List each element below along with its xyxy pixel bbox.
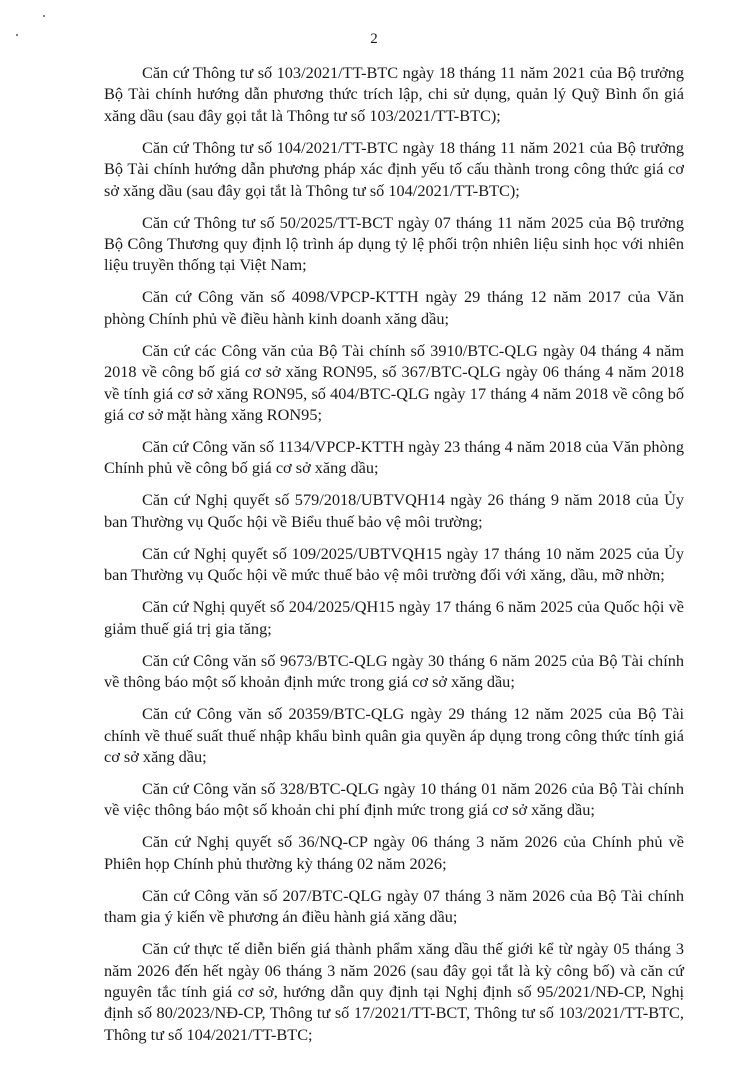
document-body <box>104 62 684 1056</box>
legal-basis-paragraph: Căn cứ Nghị quyết số 204/2025/QH15 ngày 17 tháng 6 năm 2025 của Quốc hội về giảm thuế giá trị gia tăng; <box>104 597 684 638</box>
legal-basis-paragraph: Căn cứ Thông tư số 103/2021/TT-BTC ngày 18 tháng 11 năm 2021 của Bộ trưởng Bộ Tài chính hướng dẫn phương thức trích lập, chi sử dụng, quản lý Quỹ Bình ổn giá xăng dầu (sau đây gọi tắt là Thông tư số 103/2021/TT-BTC); <box>104 63 684 125</box>
legal-basis-paragraph: Căn cứ Công văn số 207/BTC-QLG ngày 07 tháng 3 năm 2026 của Bộ Tài chính tham gia ý kiến về phương án điều hành giá xăng dầu; <box>104 885 684 927</box>
scan-speck <box>43 15 45 17</box>
legal-basis-paragraph: Căn cứ Thông tư số 104/2021/TT-BTC ngày 18 tháng 11 năm 2021 của Bộ trưởng Bộ Tài chính hướng dẫn phương pháp xác định yếu tố cấu thành trong công thức giá cơ sở xăng dầu (sau đây gọi tắt là Thông tư số 104/2021/TT-BTC); <box>104 137 684 200</box>
page-number: 2 <box>370 31 378 47</box>
legal-basis-paragraph: Căn cứ Công văn số 9673/BTC-QLG ngày 30 tháng 6 năm 2025 của Bộ Tài chính về thông báo một số khoản định mức trong giá cơ sở xăng dầu; <box>104 650 684 692</box>
legal-basis-paragraph: Căn cứ Công văn số 328/BTC-QLG ngày 10 tháng 01 năm 2026 của Bộ Tài chính về việc thông báo một số khoản chi phí định mức trong giá cơ sở xăng dầu; <box>104 778 684 820</box>
legal-basis-paragraph: Căn cứ Nghị quyết số 36/NQ-CP ngày 06 tháng 3 năm 2026 của Chính phủ về Phiên họp Chính phủ thường kỳ tháng 02 năm 2026; <box>104 832 684 873</box>
legal-basis-paragraph: Căn cứ Công văn số 4098/VPCP-KTTH ngày 29 tháng 12 năm 2017 của Văn phòng Chính phủ về điều hành kinh doanh xăng dầu; <box>104 287 684 328</box>
legal-basis-paragraph: Căn cứ thực tế diễn biến giá thành phẩm xăng dầu thế giới kể từ ngày 05 tháng 3 năm 2026 đến hết ngày 06 tháng 3 năm 2026 (sau đây gọi tắt là kỳ công bố) và căn cứ nguyên tắc tính giá cơ sở, hướng dẫn quy định tại Nghị định số 95/2021/NĐ-CP, Nghị định số 80/2023/NĐ-CP, Thông tư số 17/2021/TT-BCT, Thông tư số 103/2021/TT-BTC, Thông tư số 104/2021/TT-BTC; <box>104 939 684 1044</box>
legal-basis-paragraph: Căn cứ Công văn số 20359/BTC-QLG ngày 29 tháng 12 năm 2025 của Bộ Tài chính về thuế suất thuế nhập khẩu bình quân gia quyền áp dụng trong công thức tính giá cơ sở xăng dầu; <box>104 704 684 766</box>
legal-basis-paragraph: Căn cứ các Công văn của Bộ Tài chính số 3910/BTC-QLG ngày 04 tháng 4 năm 2018 về công bố giá cơ sở xăng RON95, số 367/BTC-QLG ngày 06 tháng 4 năm 2018 về tính giá cơ sở xăng RON95, số 404/BTC-QLG ngày 17 tháng 4 năm 2018 về công bố giá cơ sở mặt hàng xăng RON95; <box>104 340 684 425</box>
legal-basis-paragraph: Căn cứ Công văn số 1134/VPCP-KTTH ngày 23 tháng 4 năm 2018 của Văn phòng Chính phủ về công bố giá cơ sở xăng dầu; <box>104 437 684 478</box>
legal-basis-paragraph: Căn cứ Nghị quyết số 579/2018/UBTVQH14 ngày 26 tháng 9 năm 2018 của Ủy ban Thường vụ Quốc hội về Biểu thuế bảo vệ môi trường; <box>104 490 684 531</box>
legal-basis-paragraph: Căn cứ Thông tư số 50/2025/TT-BCT ngày 07 tháng 11 năm 2025 của Bộ trưởng Bộ Công Thương quy định lộ trình áp dụng tỷ lệ phối trộn nhiên liệu sinh học với nhiên liệu truyền thống tại Việt Nam; <box>104 212 684 275</box>
legal-basis-paragraph: Căn cứ Nghị quyết số 109/2025/UBTVQH15 ngày 17 tháng 10 năm 2025 của Ủy ban Thường vụ Quốc hội về mức thuế bảo vệ môi trường đối với xăng, dầu, mỡ nhờn; <box>104 543 684 585</box>
